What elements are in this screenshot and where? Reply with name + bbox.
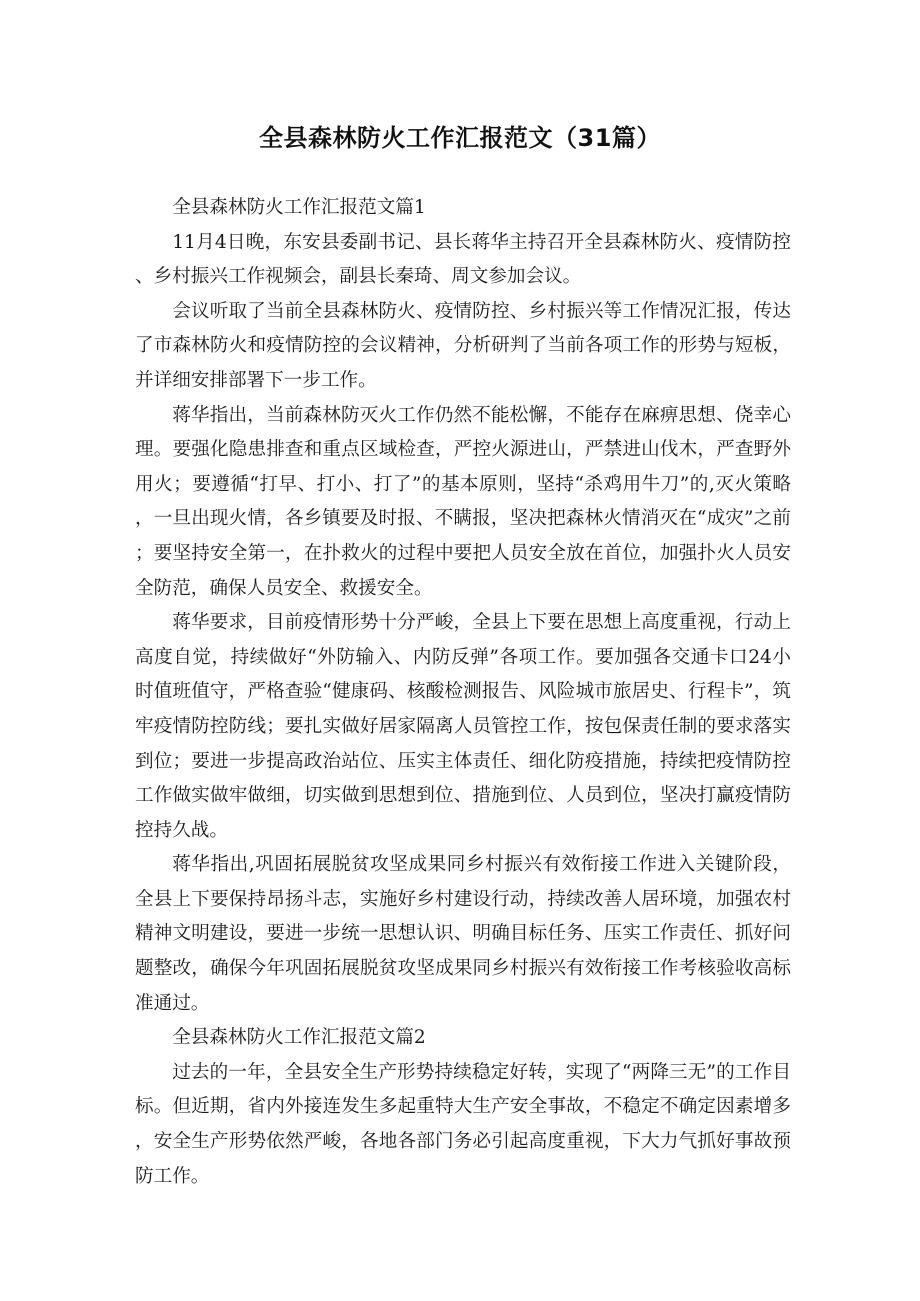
section-heading-2: 全县森林防火工作汇报范文篇2 xyxy=(172,1027,426,1049)
document-title: 全县森林防火工作汇报范文（31篇） xyxy=(259,124,661,152)
document-body xyxy=(135,191,791,1194)
paragraph-safety-production: 过去的一年，全县安全生产形势持续稳定好转，实现了“两降三无”的工作目标。但近期，省内外接连发生多起重特大生产安全事故，不稳定不确定因素增多，安全生产形势依然严峻，各地各部门务必引起高度重视，下大力气抓好事故预防工作。 xyxy=(135,1061,791,1187)
paragraph-epidemic-control: 蒋华要求，目前疫情形势十分严峻，全县上下要在思想上高度重视，行动上高度自觉，持续做好“外防输入、内防反弹”各项工作。要加强各交通卡口24小时值班值守，严格查验“健康码、核酸检测报告、风险城市旅居史、行程卡”，筑牢疫情防控防线；要扎实做好居家隔离人员管控工作，按包保责任制的要求落实到位；要进一步提高政治站位、压实主体责任、细化防疫措施，持续把疫情防控工作做实做牢做细，切实做到思想到位、措施到位、人员到位，坚决打赢疫情防控持久战。 xyxy=(135,612,791,841)
paragraph-meeting-intro: 11月4日晚，东安县委副书记、县长蒋华主持召开全县森林防火、疫情防控、乡村振兴工作视频会，副县长秦琦、周文参加会议。 xyxy=(135,231,791,288)
paragraph-rural-revitalization: 蒋华指出,巩固拓展脱贫攻坚成果同乡村振兴有效衔接工作进入关键阶段，全县上下要保持昂扬斗志，实施好乡村建设行动，持续改善人居环境，加强农村精神文明建设，要进一步统一思想认识、明确目标任务、压实工作责任、抓好问题整改，确保今年巩固拓展脱贫攻坚成果同乡村振兴有效衔接工作考核验收高标准通过。 xyxy=(135,854,791,1014)
section-heading-1: 全县森林防火工作汇报范文篇1 xyxy=(172,197,426,218)
paragraph-fire-prevention: 蒋华指出，当前森林防灭火工作仍然不能松懈，不能存在麻痹思想、侥幸心理。要强化隐患排查和重点区域检查，严控火源进山，严禁进山伐木，严查野外用火；要遵循“打早、打小、打了”的基本原则，坚持“杀鸡用牛刀”的,灭火策略，一旦出现火情，各乡镇要及时报、不瞒报，坚决把森林火情消灭在“成灾”之前；要坚持安全第一，在扑救火的过程中要把人员安全放在首位，加强扑火人员安全防范，确保人员安全、救援安全。 xyxy=(135,404,791,599)
paragraph-meeting-report: 会议听取了当前全县森林防火、疫情防控、乡村振兴等工作情况汇报，传达了市森林防火和疫情防控的会议精神，分析研判了当前各项工作的形势与短板，并详细安排部署下一步工作。 xyxy=(135,300,791,391)
